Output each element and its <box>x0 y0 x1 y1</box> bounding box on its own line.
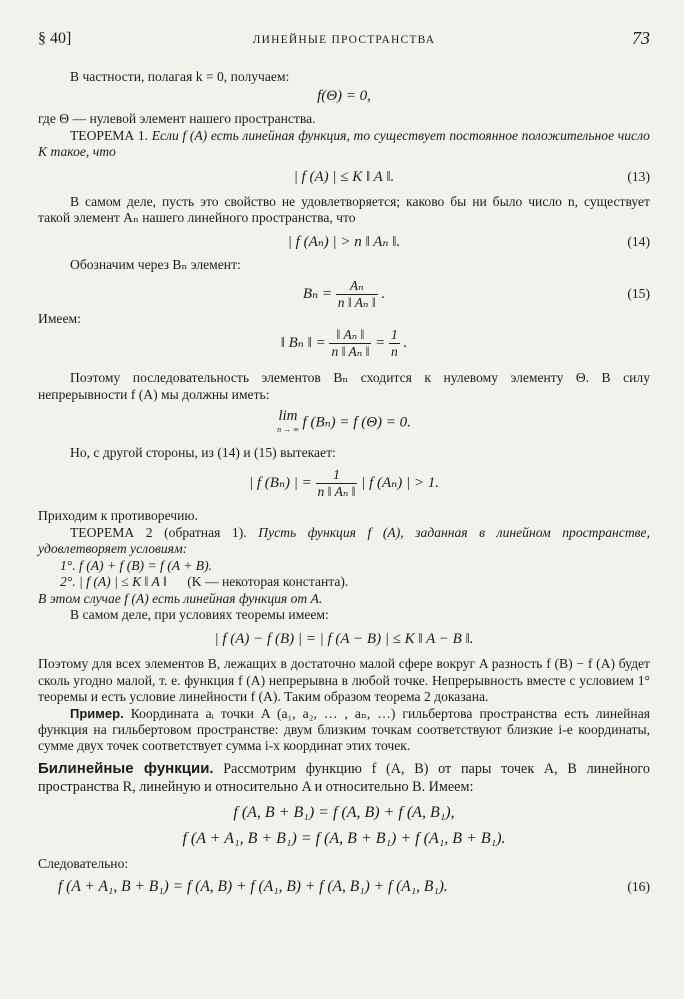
equation-norm-equals: = <box>375 335 386 352</box>
equation-15 <box>38 278 650 311</box>
equation-norm-fraction-1 <box>329 327 371 360</box>
equation-14 <box>38 232 650 251</box>
paragraph-continuity: Поэтому для всех элементов B, лежащих в достаточно малой сфере вокруг A разность f (B) − f (A) будет сколь угодно малой, т. е. функция f (A) непрерывна в любой точке. Непрерывность вместе с условием 1° теоремы и есть условие линейности f (A). Таким образом теорема 2 доказана. <box>38 656 650 705</box>
equation-16 <box>38 878 650 896</box>
equation-13-number: (13) <box>627 169 650 185</box>
equation-bilinear-1: f (A, B + B₁) = f (A, B) + f (A, B₁), <box>233 803 455 821</box>
fraction-denominator: n ‖ Aₙ ‖ <box>331 344 370 360</box>
fraction-denominator: n ‖ Aₙ ‖ <box>317 484 356 500</box>
paragraph-proof-2: В самом деле, при условиях теоремы имеем: <box>70 606 329 622</box>
bilinear-text: Рассмотрим функцию f (A, B) от пары точек A, B линейного пространства R, линейную и относительно A и относительно B. Имеем: <box>38 760 650 795</box>
fraction-numerator: 1 <box>391 327 398 343</box>
paragraph-proof-start: В самом деле, пусть это свойство не удовлетворяется; каково бы ни было число n, существует такой элемент Aₙ нашего линейного пространства, что <box>38 193 650 226</box>
limit-subscript: n → ∞ <box>277 425 299 435</box>
example-label: Пример. <box>70 705 124 721</box>
equation-contradiction <box>38 467 650 500</box>
limit-operator <box>277 409 299 437</box>
equation-16-body: f (A + A₁, B + B₁) = f (A, B) + f (A₁, B) + f (A, B₁) + f (A₁, B₁). <box>58 878 448 896</box>
paragraph-convergence: Поэтому последовательность элементов Bₙ сходится к нулевому элементу Θ. В силу непрерывности f (A) мы должны иметь: <box>38 370 650 402</box>
equation-f-theta: f(Θ) = 0, <box>317 88 371 105</box>
equation-14-number: (14) <box>627 233 650 249</box>
paragraph-contradiction: Приходим к противоречию. <box>38 508 198 524</box>
paragraph-intro: В частности, полагая k = 0, получаем: <box>70 69 290 84</box>
equation-difference: | f (A) − f (B) | = | f (A − B) | ≤ K ‖ A − B ‖. <box>214 631 474 648</box>
fraction-numerator: Aₙ <box>336 278 378 295</box>
equation-norm-lhs: ‖ Bₙ ‖ = <box>280 335 326 352</box>
condition-2-note: (K — некоторая константа). <box>187 574 349 590</box>
equation-15-lhs: Bₙ = <box>302 285 332 302</box>
equation-16-number: (16) <box>627 879 650 895</box>
paragraph-bilinear <box>38 760 650 796</box>
fraction-numerator: ‖ Aₙ ‖ <box>329 327 371 344</box>
paragraph-other-side: Но, с другой стороны, из (14) и (15) вытекает: <box>70 445 336 461</box>
theorem-1 <box>38 128 650 161</box>
book-page <box>38 30 650 896</box>
paragraph-we-have: Имеем: <box>38 310 81 326</box>
equation-15-number: (15) <box>627 286 650 302</box>
condition-1: 1°. f (A) + f (B) = f (A + B). <box>60 557 212 573</box>
limit-expression: f (Bₙ) = f (Θ) = 0. <box>302 414 411 431</box>
paragraph-example <box>38 706 650 755</box>
section-mark: § 40] <box>38 30 72 47</box>
page-number: 73 <box>632 28 650 48</box>
equation-norm-bn <box>38 327 650 360</box>
running-title: ЛИНЕЙНЫЕ ПРОСТРАНСТВА <box>252 34 436 46</box>
paragraph-null-element: где Θ — нулевой элемент нашего пространства. <box>38 111 316 127</box>
equation-14-body: | f (Aₙ) | > n ‖ Aₙ ‖. <box>287 234 401 251</box>
theorem-2-text: Пусть функция f (A), заданная в линейном пространстве, удовлетворяет условиям: <box>38 524 650 557</box>
bilinear-label: Билинейные функции. <box>38 759 214 777</box>
equation-limit <box>38 409 650 437</box>
equation-13-body: | f (A) | ≤ K ‖ A ‖. <box>293 168 395 185</box>
equation-norm-tail: . <box>403 335 408 352</box>
paragraph-define-bn: Обозначим через Bₙ элемент: <box>70 257 241 273</box>
equation-contradiction-fraction <box>316 467 358 500</box>
fraction-numerator: 1 <box>316 467 358 484</box>
equation-13 <box>38 169 650 186</box>
paragraph-consequently: Следовательно: <box>38 855 129 871</box>
equation-15-tail: . <box>381 285 386 302</box>
running-header <box>38 30 650 52</box>
condition-2-formula: 2°. | f (A) | ≤ K ‖ A ‖ <box>60 574 167 590</box>
theorem-2-label: ТЕОРЕМА 2 (обратная 1). <box>70 524 247 540</box>
theorem-2 <box>38 525 650 558</box>
theorem-1-label: ТЕОРЕМА 1. <box>70 127 149 143</box>
fraction-denominator: n ‖ Aₙ ‖ <box>337 294 376 310</box>
equation-bilinear-2: f (A + A₁, B + B₁) = f (A, B + B₁) + f (A₁, B + B₁). <box>182 829 506 847</box>
equation-contradiction-rhs: | f (Aₙ) | > 1. <box>361 475 439 492</box>
fraction-denominator: n <box>391 344 398 360</box>
equation-15-fraction <box>336 278 378 311</box>
limit-word: lim <box>278 408 298 425</box>
condition-2 <box>60 574 650 590</box>
example-text: Координата aᵢ точки A (a₁, a₂, … , aₙ, …) гильбертова пространства есть линейная функция на гильбертовом пространстве: двум близким точкам соответствуют близкие i-е координаты, сумме двух точек соответствует сумма i-х координат этих точек. <box>38 705 650 754</box>
theorem-1-text: Если f (A) есть линейная функция, то существует постоянное положительное число K такое, что <box>38 127 650 160</box>
equation-norm-fraction-2 <box>389 327 400 360</box>
theorem-2-conclusion: В этом случае f (A) есть линейная функция от A. <box>38 590 323 606</box>
equation-contradiction-lhs: | f (Bₙ) | = <box>249 475 312 492</box>
